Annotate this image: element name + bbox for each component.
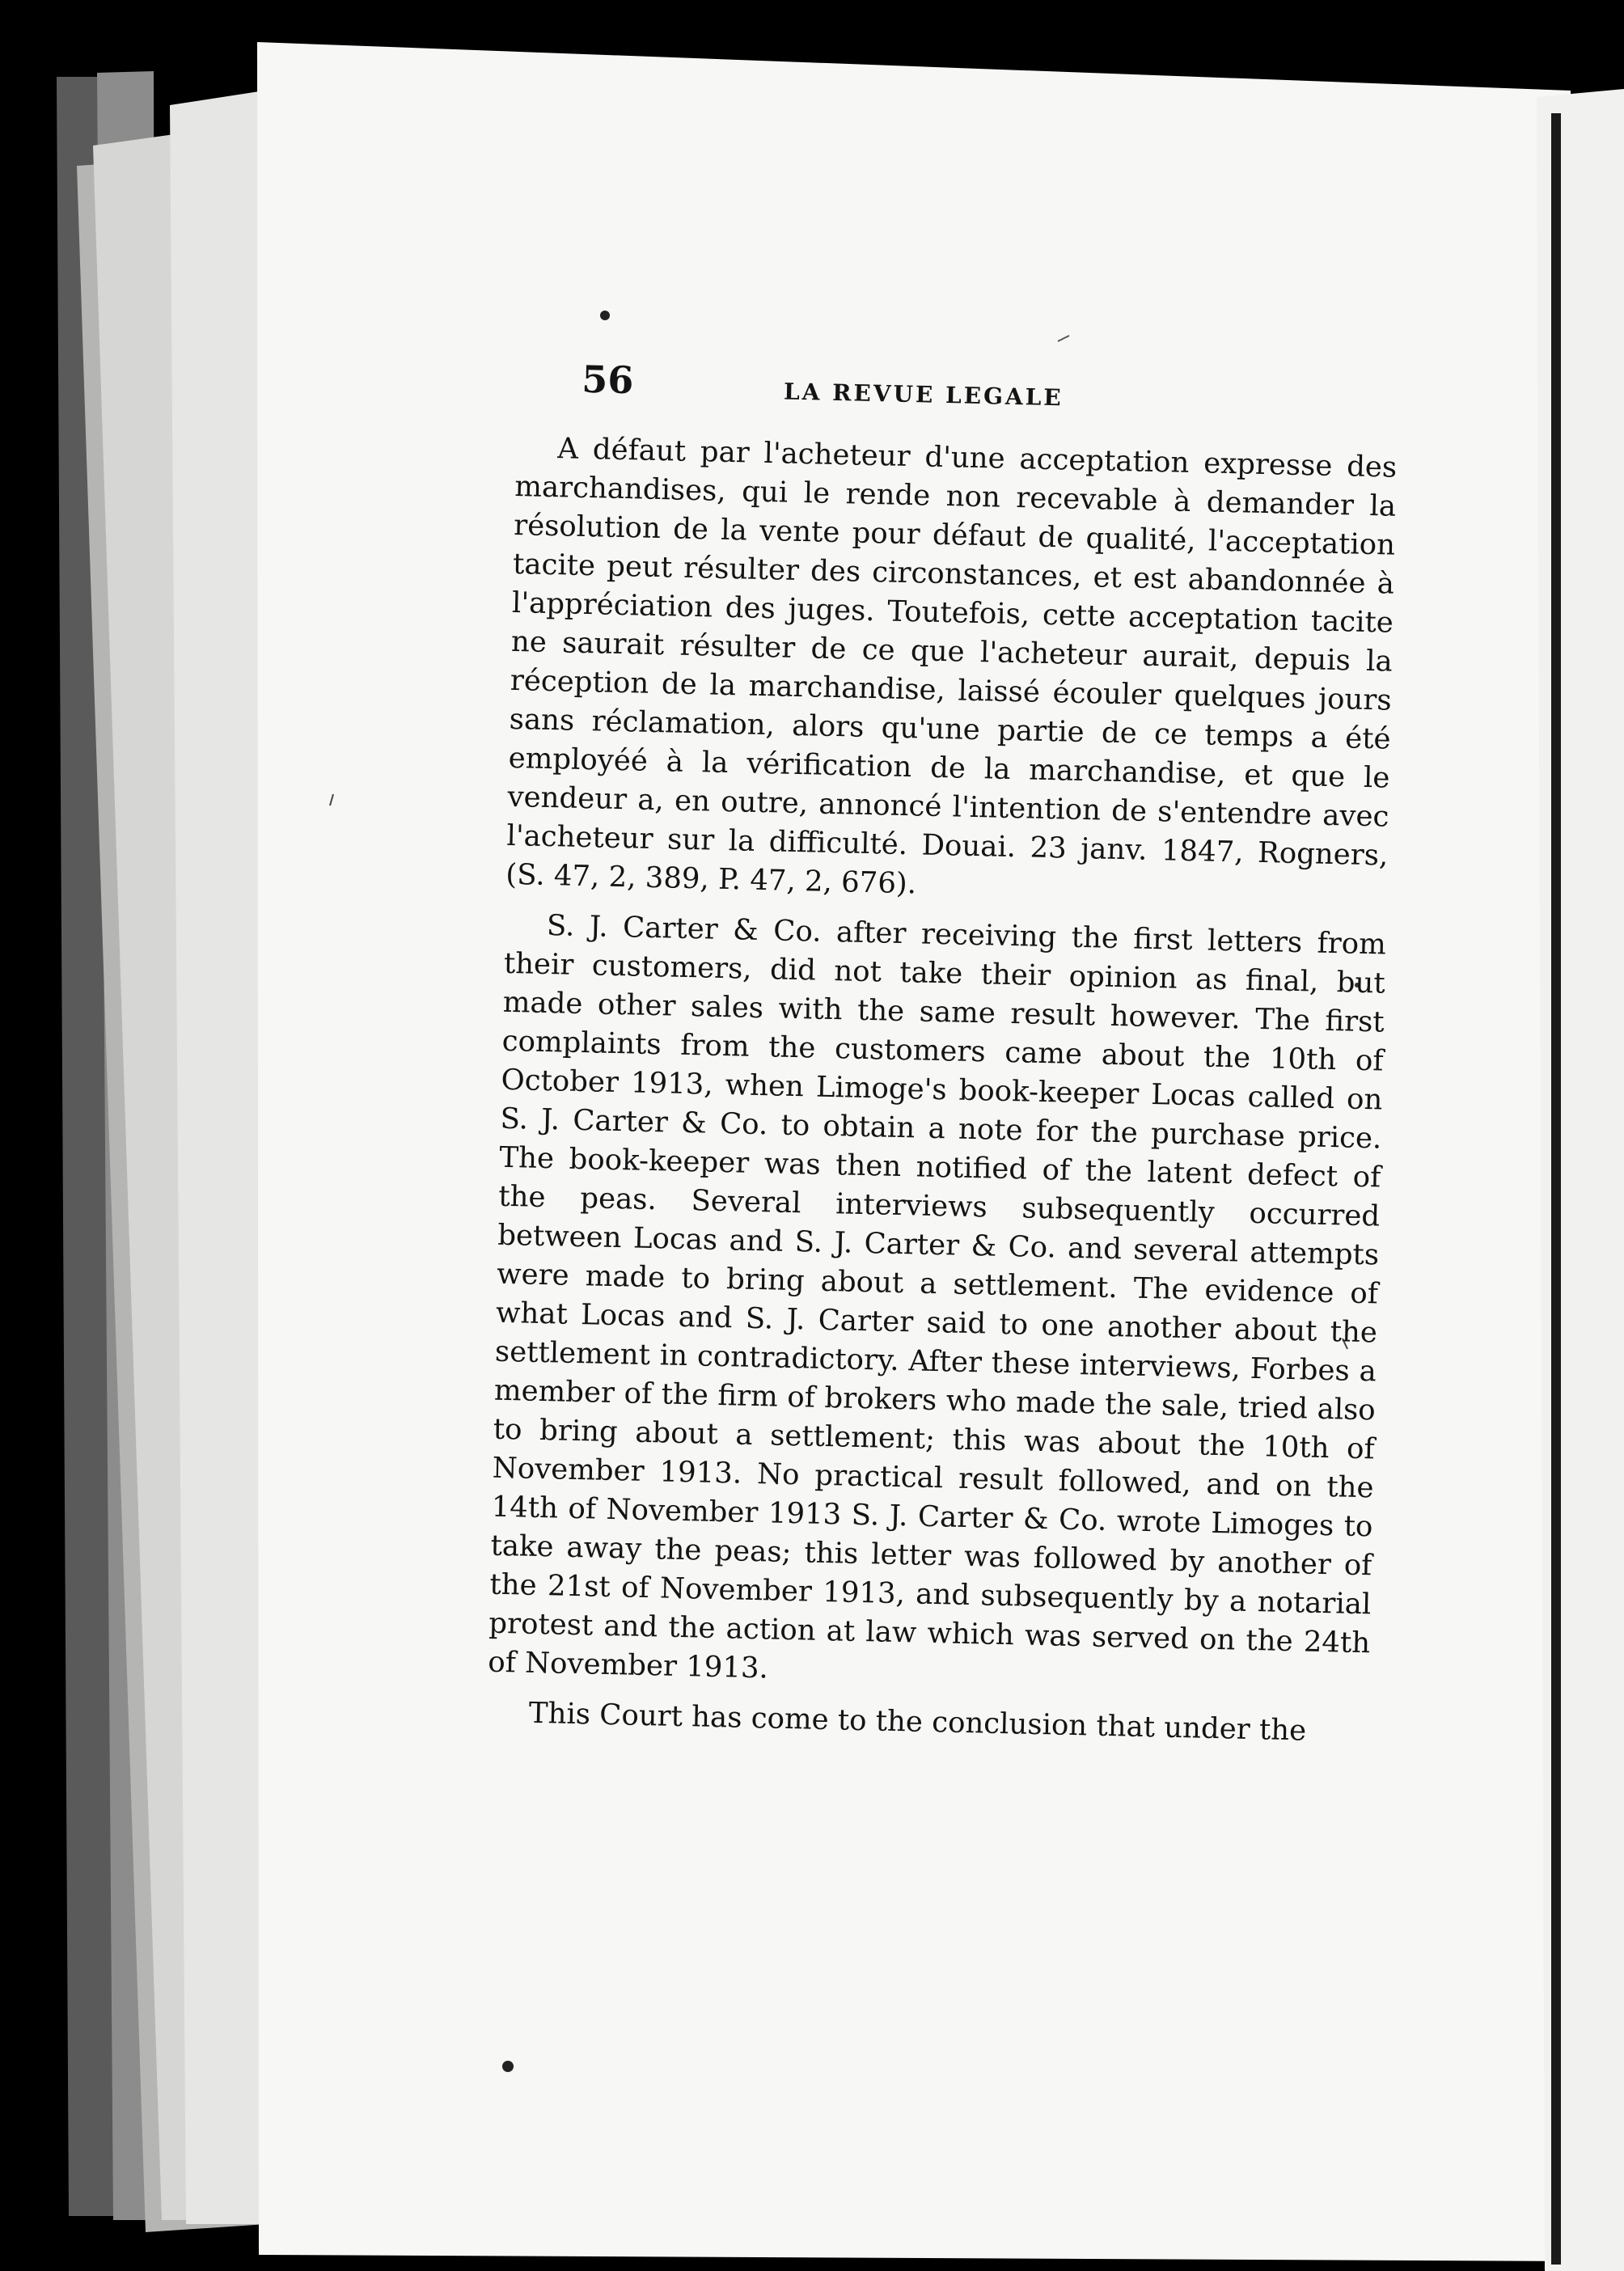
paragraph-carter-account: S. J. Carter & Co. after receiving the first letters from their customers, did not take their opinion as final, but made other sales with the same result however. The first complaints from the customers came about the 10th of October 1913, when Limoge's book-keeper Locas called on S. J. Carter & Co. to obtain a note for the purchase price. The book-keeper was then notified of the latent defect of the peas. Several interviews subsequently occurred between Locas and S. J. Carter & Co. and several attempts were made to bring about a settlement. The evidence of what Locas and S. J. Carter said to one another about the settlement in contradictory. After these interviews, Forbes a member of the firm of brokers who made the sale, tried also to bring about a settlement; this was about the 10th of November 1913. No practical result followed, and on the 14th of November 1913 S. J. Carter & Co. wrote Limoges to take away the peas; this letter was followed by another of the 21st of November 1913, and subsequently by a notarial protest and the action at law which was served on the 24th of November 1913.: [487, 909, 1387, 1685]
page-number: 56: [581, 357, 634, 403]
facing-page-edge: [1537, 89, 1624, 2271]
scan-speck: [600, 311, 610, 320]
page-content: [486, 356, 1399, 1763]
paragraph-court-conclusion: This Court has come to the conclusion that under the: [528, 1696, 1307, 1748]
paragraph-french-citation: A défaut par l'acheteur d'une acceptation expresse des marchandises, qui le rende non recevable à demander la résolution de la vente pour défaut de qualité, l'acceptation tacite peut résulter des circonstances, et est abandonnée à l'appréciation des juges. Toutefois, cette acceptation tacite ne saurait résulter de ce que l'acheteur aurait, depuis la réception de la marchandise, laissé écouler quelques jours sans réclamation, alors qu'une partie de ce temps a été employéé à la vérification de la marchandise, et que le vendeur a, en outre, annoncé l'intention de s'entendre avec l'acheteur sur la difficulté. Douai. 23 janv. 1847, Rogners, (S. 47, 2, 389, P. 47, 2, 676).: [505, 432, 1398, 901]
scan-speck: [502, 2061, 514, 2072]
body-text: [486, 429, 1397, 1752]
running-head: LA REVUE LEGALE: [783, 378, 1064, 412]
